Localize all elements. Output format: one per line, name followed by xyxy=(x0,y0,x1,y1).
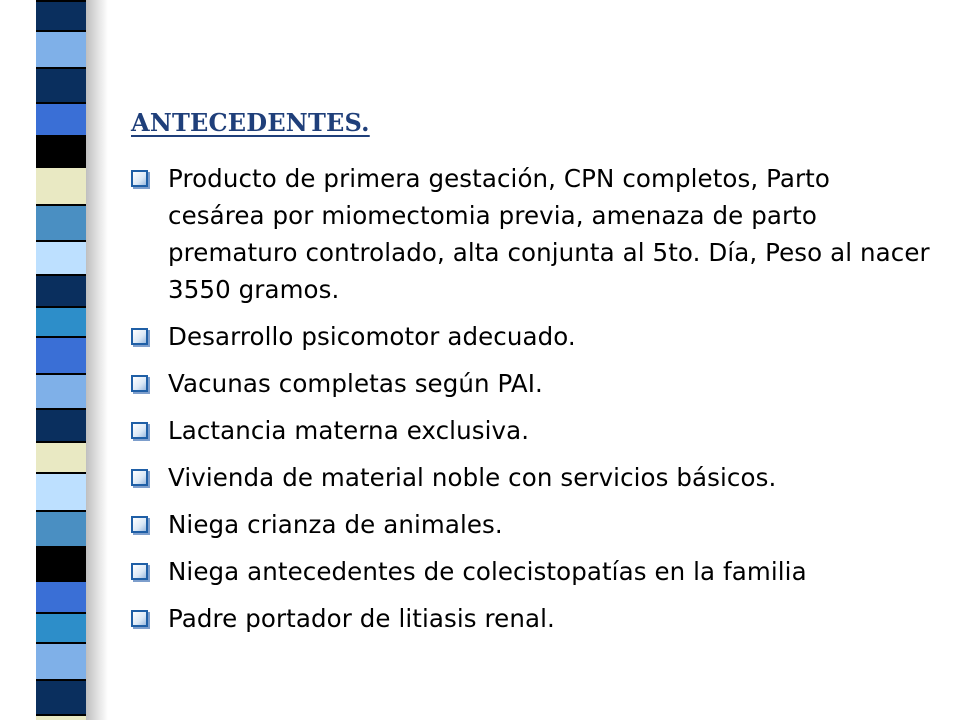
stripe-block xyxy=(36,102,86,135)
bullet-item xyxy=(131,459,931,496)
decorative-stripe xyxy=(0,0,112,720)
bullet-text: Desarrollo psicomotor adecuado. xyxy=(168,322,576,351)
checkbox-bullet-icon xyxy=(131,422,148,439)
stripe-block xyxy=(36,679,86,714)
checkbox-bullet-icon xyxy=(131,328,148,345)
stripe-block xyxy=(36,67,86,102)
bullet-item xyxy=(131,600,931,637)
stripe-block xyxy=(36,306,86,336)
stripe-block xyxy=(36,441,86,472)
stripe-block xyxy=(36,472,86,510)
bullet-text: Producto de primera gestación, CPN completos, Parto cesárea por miomectomia previa, amenaza de parto prematuro controlado, alta conjunta al 5to. Día, Peso al nacer 3550 gramos. xyxy=(168,164,930,304)
bullet-text: Padre portador de litiasis renal. xyxy=(168,604,555,633)
stripe-block xyxy=(36,336,86,373)
stripe-block xyxy=(36,546,86,580)
stripe-block xyxy=(36,135,86,166)
checkbox-bullet-icon xyxy=(131,170,148,187)
bullet-text: Vacunas completas según PAI. xyxy=(168,369,543,398)
bullet-item xyxy=(131,318,931,355)
bullet-text: Niega antecedentes de colecistopatías en la familia xyxy=(168,557,807,586)
stripe-block xyxy=(36,510,86,546)
stripe-block xyxy=(36,714,86,720)
bullet-item xyxy=(131,365,931,402)
bullet-text: Vivienda de material noble con servicios básicos. xyxy=(168,463,777,492)
stripe-block xyxy=(36,166,86,204)
checkbox-bullet-icon xyxy=(131,610,148,627)
bullet-text: Lactancia materna exclusiva. xyxy=(168,416,530,445)
checkbox-bullet-icon xyxy=(131,469,148,486)
checkbox-bullet-icon xyxy=(131,375,148,392)
stripe-block xyxy=(36,612,86,642)
stripe-block xyxy=(36,30,86,67)
checkbox-bullet-icon xyxy=(131,516,148,533)
bullet-list xyxy=(131,160,931,647)
stripe-block xyxy=(36,373,86,408)
checkbox-bullet-icon xyxy=(131,563,148,580)
stripe-block xyxy=(36,240,86,274)
bullet-item xyxy=(131,553,931,590)
stripe-block xyxy=(36,274,86,306)
bullet-text: Niega crianza de animales. xyxy=(168,510,503,539)
bullet-item xyxy=(131,412,931,449)
stripe-block xyxy=(36,204,86,240)
stripe-block xyxy=(36,408,86,441)
bullet-item xyxy=(131,160,931,308)
stripe-block xyxy=(36,0,86,30)
bullet-item xyxy=(131,506,931,543)
stripe-block xyxy=(36,580,86,612)
stripe-shadow xyxy=(86,0,108,720)
stripe-block xyxy=(36,642,86,679)
slide-title: ANTECEDENTES. xyxy=(131,108,370,137)
